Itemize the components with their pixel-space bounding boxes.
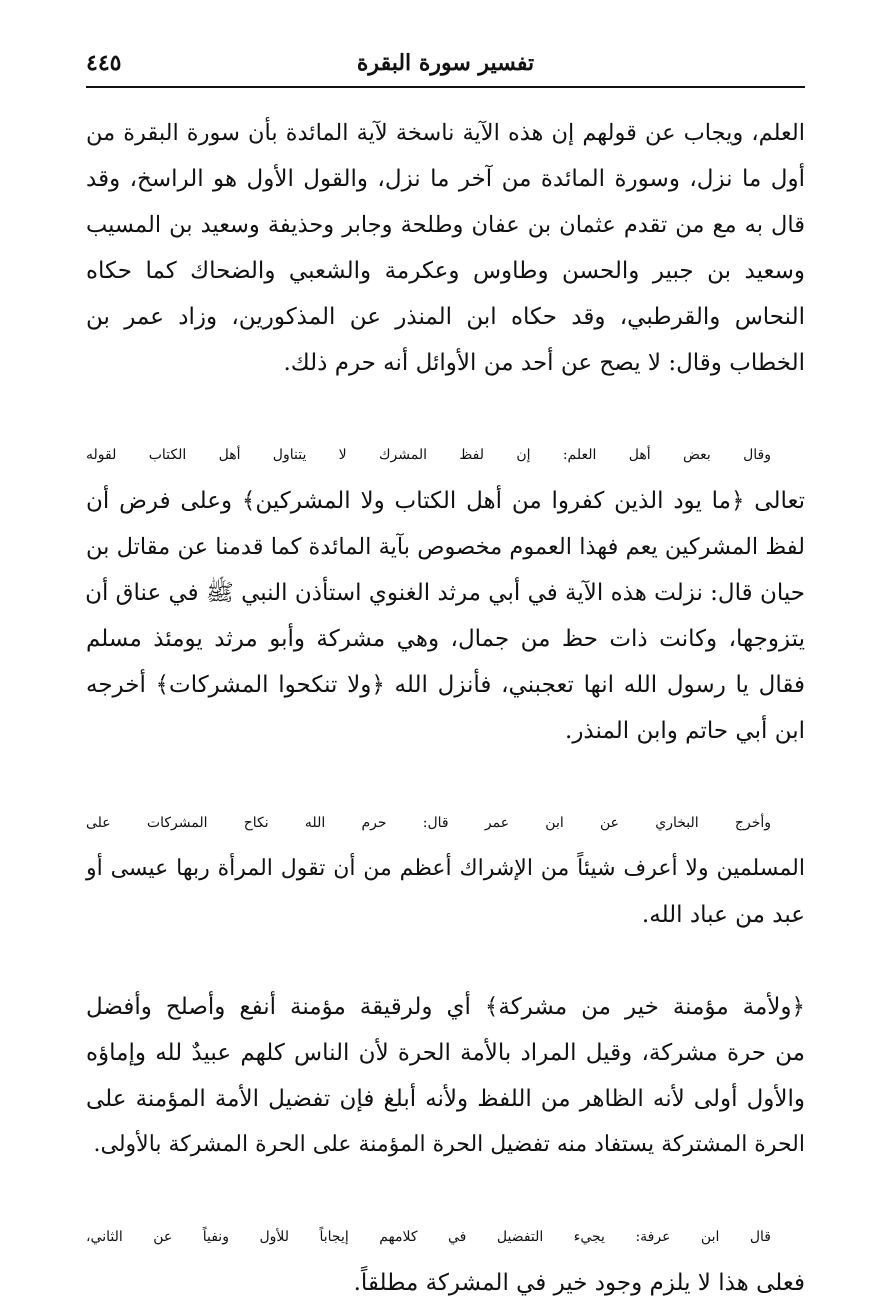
- text-line: فقال يا رسول الله انها تعجبني، فأنزل الله ﴿ولا تنكحوا المشركات﴾ أخرجه: [86, 672, 805, 698]
- page-number: ٤٤٥: [86, 50, 122, 76]
- text-line: يتزوجها، وكانت ذات حظ من جمال، وهي مشركة وأبو مرثد يومئذ مسلم: [86, 626, 805, 652]
- text-line: العلم، ويجاب عن قولهم إن هذه الآية ناسخة لآية المائدة بأن سورة البقرة من: [86, 120, 805, 146]
- text-line: عبد من عباد الله.: [641, 902, 805, 928]
- text-line: فعلى هذا لا يلزم وجود خير في المشركة مطلقاً.: [353, 1270, 805, 1296]
- paragraph-3: [86, 800, 805, 938]
- text-line: وأخرج البخاري عن ابن عمر قال: حرم الله نكاح المشركات على: [86, 815, 771, 831]
- paragraph-5: [86, 1214, 805, 1306]
- header-divider: [86, 86, 805, 88]
- text-line: أول ما نزل، وسورة المائدة من آخر ما نزل، والقول الأول هو الراسخ، وقد: [86, 166, 805, 192]
- paragraph-2: [86, 432, 805, 754]
- text-line: ﴿ولأمة مؤمنة خير من مشركة﴾ أي ولرقيقة مؤمنة أنفع وأصلح وأفضل: [86, 994, 805, 1020]
- page-header: [86, 46, 805, 86]
- paragraph-4: [86, 984, 805, 1168]
- text-line: حيان قال: نزلت هذه الآية في أبي مرثد الغنوي استأذن النبي ﷺ في عناق أن: [85, 580, 805, 606]
- text-line: قال به مع من تقدم عثمان بن عفان وطلحة وجابر وحذيفة وسعيد بن المسيب: [86, 212, 805, 238]
- text-line: من حرة مشركة، وقيل المراد بالأمة الحرة لأن الناس كلهم عبيدٌ لله وإماؤه: [86, 1040, 805, 1066]
- text-line: النحاس والقرطبي، وقد حكاه ابن المنذر عن المذكورين، وزاد عمر بن: [86, 304, 805, 330]
- paragraph-1: [86, 110, 805, 386]
- text-line: وقال بعض أهل العلم: إن لفظ المشرك لا يتناول أهل الكتاب لقوله: [86, 447, 771, 463]
- text-line: تعالى ﴿ما يود الذين كفروا من أهل الكتاب ولا المشركين﴾ وعلى فرض أن: [86, 488, 805, 514]
- text-line: قال ابن عرفة: يجيء التفضيل في كلامهم إيجاباً للأول ونفياً عن الثاني،: [86, 1229, 771, 1245]
- text-line: وسعيد بن جبير والحسن وطاوس وعكرمة والشعبي والضحاك كما حكاه: [86, 258, 805, 284]
- text-line: ابن أبي حاتم وابن المنذر.: [565, 718, 805, 744]
- text-line: المسلمين ولا أعرف شيئاً من الإشراك أعظم من أن تقول المرأة ربها عيسى أو: [86, 856, 805, 881]
- text-line: الحرة المشتركة يستفاد منه تفضيل الحرة المؤمنة على الحرة المشركة بالأولى.: [93, 1132, 805, 1157]
- page-body: [85, 110, 805, 1296]
- text-line: الخطاب وقال: لا يصح عن أحد من الأوائل أنه حرم ذلك.: [283, 350, 805, 376]
- running-title: تفسير سورة البقرة: [356, 50, 535, 76]
- text-line: والأول أولى لأنه الظاهر من اللفظ ولأنه أبلغ فإن تفضيل الأمة المؤمنة على: [86, 1086, 805, 1112]
- text-line: لفظ المشركين يعم فهذا العموم مخصوص بآية المائدة كما قدمنا عن مقاتل بن: [86, 534, 805, 560]
